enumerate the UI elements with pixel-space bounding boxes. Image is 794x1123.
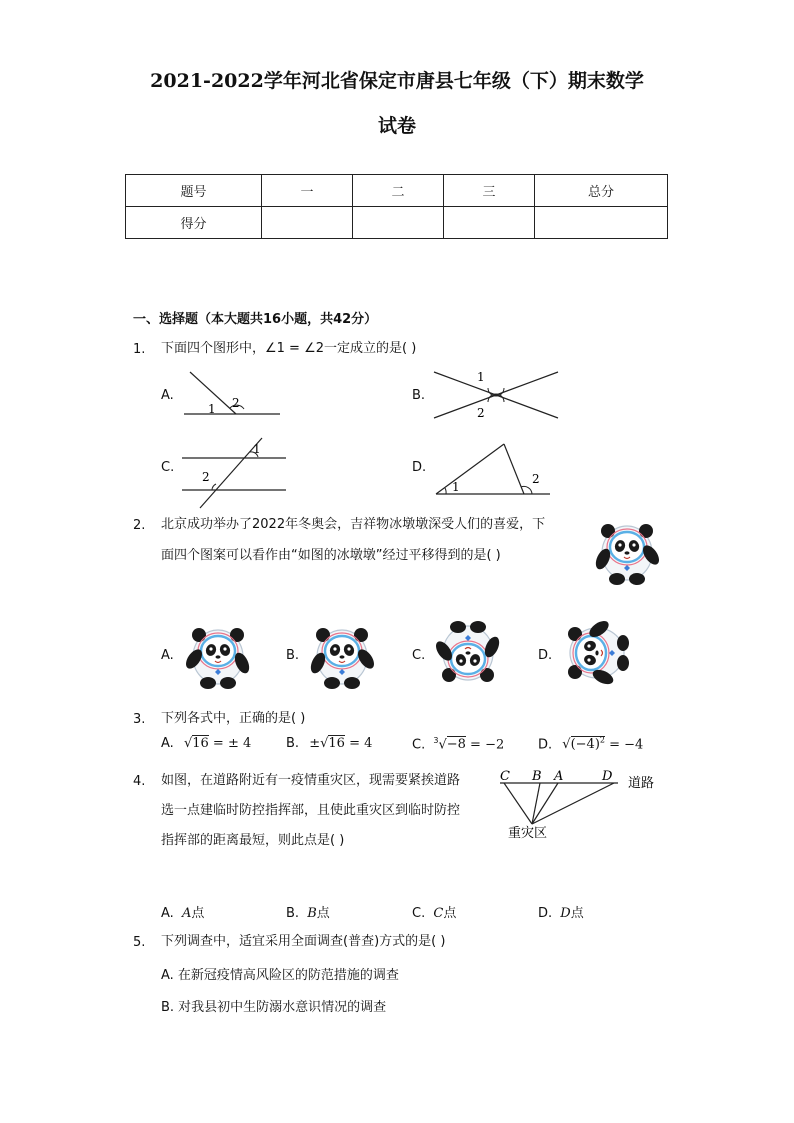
option-b: B. 对我县初中生防溺水意识情况的调查 — [161, 1000, 387, 1015]
sqrt-symbol: √ — [438, 737, 447, 753]
option-b — [286, 736, 372, 751]
question-number: 4. — [133, 774, 146, 789]
option-label: D. — [412, 460, 427, 475]
question-number: 1. — [133, 342, 146, 357]
option-a — [161, 902, 204, 921]
radicand-base: (−4) — [570, 737, 600, 753]
option-label: C. — [161, 460, 175, 475]
point-label-a: A — [554, 769, 564, 784]
angle-label: 2 — [477, 406, 485, 420]
sqrt-symbol: √ — [183, 736, 193, 751]
option-label: A. — [161, 906, 174, 921]
option-label: C. — [412, 906, 426, 921]
option-variable: A — [181, 906, 192, 921]
option-label: A. — [161, 388, 174, 403]
table-cell: 得分 — [126, 207, 262, 239]
option-label: B. — [286, 648, 300, 663]
option-suffix: 点 — [316, 906, 330, 921]
q1-figure-b — [430, 366, 562, 424]
table-header-cell: 三 — [444, 175, 535, 207]
panda-reference-image — [592, 516, 662, 586]
plus-minus: ± — [309, 736, 321, 751]
option-label: B. — [412, 388, 426, 403]
option-a — [161, 736, 251, 751]
panda-option-c-image — [432, 620, 504, 690]
option-label: C. — [412, 648, 426, 663]
option-label: B. — [286, 736, 300, 751]
q1-figure-c — [178, 434, 290, 510]
table-cell — [535, 207, 668, 239]
angle-label: 2 — [232, 396, 240, 410]
option-label: A. — [161, 648, 174, 663]
question-text: 北京成功举办了2022年冬奥会，吉祥物冰墩墩深受人们的喜爱，下 — [161, 517, 546, 532]
table-header-cell: 一 — [262, 175, 353, 207]
question-text: 指挥部的距离最短，则此点是( ) — [161, 833, 345, 848]
question-text: 下列调查中，适宜采用全面调查(普查)方式的是( ) — [161, 934, 446, 949]
equation-rhs: = 4 — [344, 736, 373, 751]
road-label: 道路 — [628, 776, 655, 791]
option-label: A. — [161, 736, 174, 751]
angle-label: 1 — [477, 370, 485, 384]
option-variable: D — [560, 906, 571, 921]
score-table — [125, 174, 668, 239]
option-label: D. — [538, 906, 553, 921]
table-cell — [262, 207, 353, 239]
sqrt-symbol: √ — [320, 736, 329, 751]
table-header-cell: 题号 — [126, 175, 262, 207]
question-text: 面四个图案可以看作由“如图的冰墩墩”经过平移得到的是( ) — [161, 548, 501, 563]
table-row — [126, 175, 668, 207]
option-variable: B — [307, 906, 317, 921]
zone-label: 重灾区 — [508, 826, 548, 841]
option-d — [538, 736, 643, 752]
q1-figure-a — [180, 368, 284, 420]
radicand: 16 — [192, 736, 209, 751]
option-suffix: 点 — [443, 906, 457, 921]
option-label: B. — [286, 906, 300, 921]
question-text: 下列各式中，正确的是( ) — [161, 711, 306, 726]
root-index: 3 — [433, 736, 439, 745]
panda-option-a-image — [182, 620, 254, 690]
option-c — [412, 902, 456, 921]
question-text: 选一点建临时防控指挥部，且使此重灾区到临时防控 — [161, 803, 461, 818]
page-title: 2021-2022学年河北省保定市唐县七年级（下）期末数学 — [150, 70, 644, 92]
angle-label: 1 — [452, 480, 460, 494]
question-number: 5. — [133, 935, 146, 950]
option-a: A. 在新冠疫情高风险区的防范措施的调查 — [161, 968, 399, 983]
option-c — [412, 736, 504, 752]
panda-option-b-image — [306, 620, 378, 690]
page-title-line2: 试卷 — [377, 115, 416, 137]
option-b — [286, 902, 330, 921]
question-text: 如图，在道路附近有一疫情重灾区，现需要紧挨道路 — [161, 773, 461, 788]
question-text: 下面四个图形中，∠1 = ∠2一定成立的是( ) — [161, 341, 417, 356]
question-number: 2. — [133, 518, 146, 533]
table-cell — [353, 207, 444, 239]
option-variable: C — [433, 906, 444, 921]
equation-rhs: = −4 — [605, 737, 644, 753]
option-suffix: 点 — [570, 906, 584, 921]
table-row — [126, 207, 668, 239]
radicand: 16 — [328, 736, 345, 751]
option-label: D. — [538, 648, 553, 663]
q4-road-figure — [496, 764, 666, 844]
option-label: D. — [538, 737, 553, 753]
question-number: 3. — [133, 712, 146, 727]
table-header-cell: 总分 — [535, 175, 668, 207]
point-label-c: C — [500, 769, 510, 784]
option-label: C. — [412, 737, 426, 753]
option-suffix: 点 — [191, 906, 205, 921]
sqrt-symbol: √ — [562, 737, 571, 753]
radicand: −8 — [446, 737, 466, 753]
equation-rhs: = ± 4 — [208, 736, 252, 751]
radicand — [571, 736, 605, 752]
table-cell — [444, 207, 535, 239]
section-heading: 一、选择题（本大题共16小题，共42分） — [133, 312, 378, 327]
option-d — [538, 902, 584, 921]
exponent: 2 — [599, 736, 605, 745]
angle-label: 2 — [202, 470, 210, 484]
angle-label: 1 — [253, 442, 261, 456]
point-label-d: D — [602, 769, 613, 784]
q1-figure-d — [432, 440, 554, 498]
table-header-cell: 二 — [353, 175, 444, 207]
panda-option-d-image — [558, 618, 632, 688]
point-label-b: B — [532, 769, 542, 784]
equation-rhs: = −2 — [465, 737, 505, 753]
angle-label: 2 — [532, 472, 540, 486]
angle-label: 1 — [208, 402, 216, 416]
